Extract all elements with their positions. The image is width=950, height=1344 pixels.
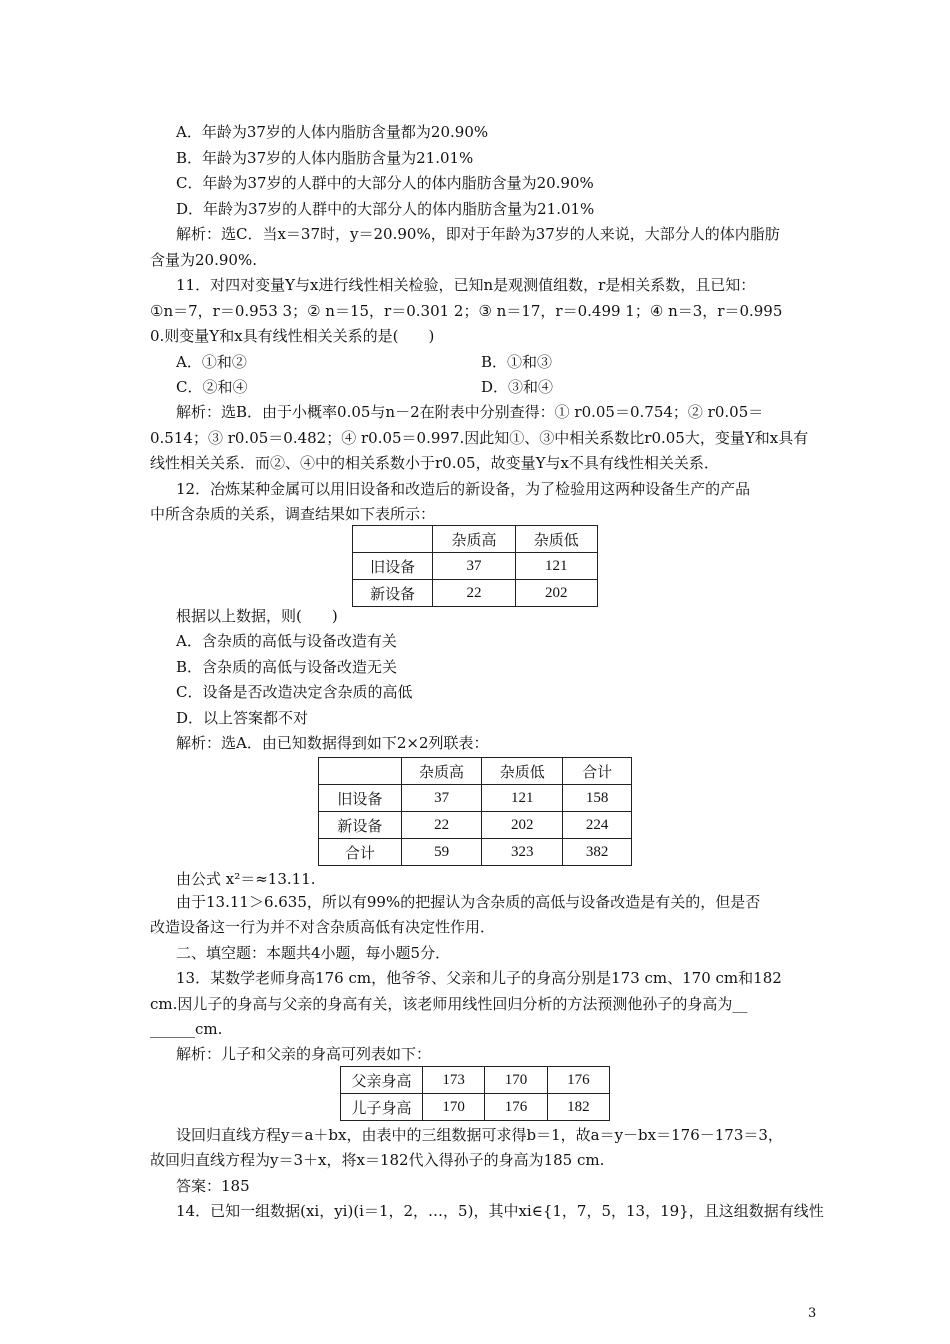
question-11-cont: ①n＝7，r＝0.953 3；② n＝15，r＝0.301 2；③ n＝17，r＝0.499 1；④ n＝3，r＝0.995 [150, 302, 783, 320]
question-13-blank: ______cm. [150, 1020, 223, 1038]
table-cell: 杂质低 [515, 526, 597, 553]
option-b-q12: B．含杂质的高低与设备改造无关 [176, 658, 398, 676]
table-row [353, 526, 598, 553]
question-11: 11．对四对变量Y与x进行线性相关检验，已知n是观测值组数，r是相关系数，且已知： [176, 276, 756, 294]
option-d-q11: D．③和④ [481, 378, 554, 396]
table-cell: 59 [401, 839, 482, 866]
page-number: 3 [808, 1306, 817, 1321]
table-cell: 旧设备 [319, 785, 402, 812]
solution-q10-cont: 含量为20.90%. [150, 251, 257, 269]
table-cell: 旧设备 [353, 553, 433, 580]
option-b-q10: B．年龄为37岁的人体内脂肪含量为21.01% [176, 149, 474, 167]
section-heading: 二、填空题：本题共4小题，每小题5分． [176, 944, 451, 962]
table-cell: 176 [485, 1094, 547, 1121]
table-cell: 杂质高 [401, 758, 482, 785]
question-12: 12．冶炼某种金属可以用旧设备和改造后的新设备，为了检验用这两种设备生产的产品 [176, 480, 751, 498]
height-table [340, 1066, 610, 1121]
option-c-q12: C．设备是否改造决定含杂质的高低 [176, 683, 413, 701]
formula-line: 由公式 x²＝≈13.11. [176, 870, 316, 888]
table-cell: 382 [563, 839, 632, 866]
table-row [319, 785, 632, 812]
table-cell: 173 [422, 1067, 484, 1094]
table-row [353, 553, 598, 580]
option-a-q10: A．年龄为37岁的人体内脂肪含量都为20.90% [176, 123, 489, 141]
question-14: 14．已知一组数据(xi，yi)(i＝1，2，…，5)，其中xi∈{1，7，5，13，19}，且这组数据有线性 [176, 1202, 824, 1220]
table-cell: 新设备 [353, 580, 433, 607]
solution-q11-cont2: 线性相关关系．而②、④中的相关系数小于r0.05，故变量Y与x不具有线性相关关系． [150, 454, 719, 472]
option-d-q12: D．以上答案都不对 [176, 709, 309, 727]
table-cell: 176 [547, 1067, 609, 1094]
table-row [341, 1067, 610, 1094]
table-row [319, 839, 632, 866]
option-c-q10: C．年龄为37岁的人群中的大部分人的体内脂肪含量为20.90% [176, 174, 594, 192]
conclusion-q12: 由于13.11＞6.635，所以有99%的把握认为含杂质的高低与设备改造是有关的，但是否 [176, 893, 761, 911]
table-cell: 合计 [319, 839, 402, 866]
table-cell: 合计 [563, 758, 632, 785]
table-row [319, 812, 632, 839]
table-row [319, 758, 632, 785]
table-cell: 170 [422, 1094, 484, 1121]
equipment-table [352, 525, 598, 607]
option-b-q11: B．①和③ [481, 353, 553, 371]
question-13-cont: cm.因儿子的身高与父亲的身高有关，该老师用线性回归分析的方法预测他孙子的身高为__ [150, 995, 748, 1013]
table-cell [319, 758, 402, 785]
table-cell: 121 [482, 785, 563, 812]
conclusion-q12-cont: 改造设备这一行为并不对含杂质高低有决定性作用． [150, 918, 496, 936]
table-cell: 202 [482, 812, 563, 839]
table-cell: 121 [515, 553, 597, 580]
table-cell: 父亲身高 [341, 1067, 423, 1094]
table-cell: 202 [515, 580, 597, 607]
table-cell: 170 [485, 1067, 547, 1094]
regression-line: 设回归直线方程y＝a＋bx，由表中的三组数据可求得b＝1，故a＝y－bx＝176－173＝3， [176, 1126, 783, 1144]
table-cell: 37 [433, 553, 515, 580]
question-12-prompt: 根据以上数据，则( ) [176, 607, 338, 625]
contingency-table [318, 757, 632, 866]
table-cell: 158 [563, 785, 632, 812]
table-cell: 新设备 [319, 812, 402, 839]
table-cell: 22 [401, 812, 482, 839]
table-row [353, 580, 598, 607]
table-cell: 22 [433, 580, 515, 607]
option-a-q12: A．含杂质的高低与设备改造有关 [176, 632, 397, 650]
table-cell: 323 [482, 839, 563, 866]
solution-q10: 解析：选C．当x＝37时，y＝20.90%，即对于年龄为37岁的人来说，大部分人的体内脂肪 [176, 225, 780, 243]
table-cell [353, 526, 433, 553]
regression-line-cont: 故回归直线方程为y＝3＋x，将x＝182代入得孙子的身高为185 cm. [150, 1151, 605, 1169]
table-cell: 儿子身高 [341, 1094, 423, 1121]
table-cell: 37 [401, 785, 482, 812]
question-12-cont: 中所含杂质的关系，调查结果如下表所示： [150, 505, 436, 523]
answer-q13: 答案：185 [176, 1177, 250, 1195]
table-cell: 182 [547, 1094, 609, 1121]
table-cell: 224 [563, 812, 632, 839]
question-13: 13．某数学老师身高176 cm，他爷爷、父亲和儿子的身高分别是173 cm、170 cm和182 [176, 969, 782, 987]
table-row [341, 1094, 610, 1121]
option-a-q11: A．①和② [176, 353, 247, 371]
solution-q11-cont: 0.514；③ r0.05＝0.482；④ r0.05＝0.997.因此知①、③中相关系数比r0.05大，变量Y和x具有 [150, 429, 809, 447]
option-c-q11: C．②和④ [176, 378, 248, 396]
question-11-cont2: 0.则变量Y和x具有线性相关关系的是( ) [150, 327, 435, 345]
solution-q11: 解析：选B．由于小概率0.05与n－2在附表中分别查得：① r0.05＝0.754；② r0.05＝ [176, 403, 764, 421]
solution-q13: 解析：儿子和父亲的身高可列表如下： [176, 1045, 432, 1063]
option-d-q10: D．年龄为37岁的人群中的大部分人的体内脂肪含量为21.01% [176, 200, 595, 218]
table-cell: 杂质高 [433, 526, 515, 553]
table-cell: 杂质低 [482, 758, 563, 785]
solution-q12: 解析：选A．由已知数据得到如下2×2列联表： [176, 734, 489, 752]
